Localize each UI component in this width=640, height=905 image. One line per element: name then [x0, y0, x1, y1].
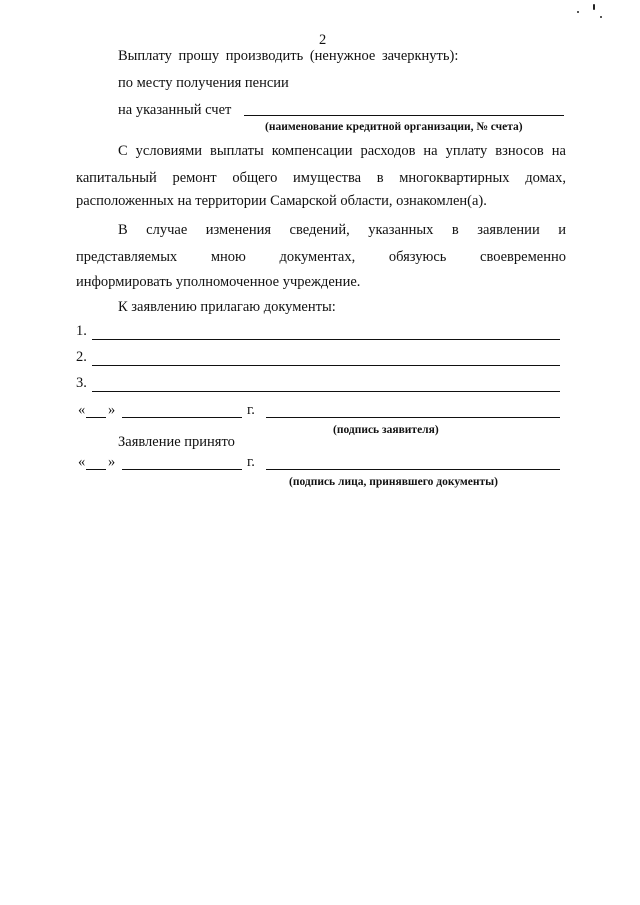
- applicant-quote-close: »: [108, 402, 116, 418]
- account-field-hint: (наименование кредитной организации, № счета): [265, 121, 523, 133]
- conditions-word: домах,: [525, 170, 566, 186]
- changes-word: случае: [146, 222, 188, 238]
- account-field-line[interactable]: [244, 115, 564, 116]
- conditions-word: взносов: [495, 143, 544, 159]
- conditions-word: расходов: [360, 143, 416, 159]
- applicant-month-line[interactable]: [122, 417, 242, 418]
- changes-word: указанных: [368, 222, 434, 238]
- applicant-signature-hint: (подпись заявителя): [333, 424, 439, 436]
- changes-word: мною: [210, 249, 246, 265]
- accepted-day-line[interactable]: [86, 469, 106, 470]
- attachment-number-3: 3.: [76, 375, 87, 391]
- attachments-heading: К заявлению прилагаю документы:: [118, 299, 336, 315]
- changes-word: своевременно: [480, 249, 566, 265]
- conditions-word: общего: [232, 170, 278, 186]
- payment-option-pension: по месту получения пенсии: [118, 75, 289, 91]
- attachment-line-3[interactable]: [92, 391, 560, 392]
- applicant-signature-line[interactable]: [266, 417, 560, 418]
- attachment-line-2[interactable]: [92, 365, 560, 366]
- accepted-quote-open: «: [78, 454, 86, 470]
- changes-word: документах,: [279, 249, 356, 265]
- conditions-line-3: расположенных на территории Самарской области, ознакомлен(а).: [76, 193, 487, 209]
- changes-line-1: [118, 221, 566, 239]
- accepted-signature-line[interactable]: [266, 469, 560, 470]
- conditions-word: выплаты: [210, 143, 264, 159]
- conditions-word: капитальный: [76, 170, 157, 186]
- applicant-quote-open: «: [78, 402, 86, 418]
- conditions-word: на: [551, 143, 566, 159]
- changes-word: заявлении: [477, 222, 540, 238]
- accepted-signature-hint: (подпись лица, принявшего документы): [289, 476, 498, 488]
- conditions-word: ремонт: [172, 170, 217, 186]
- changes-word: В: [118, 222, 128, 238]
- conditions-word: компенсации: [271, 143, 353, 159]
- conditions-word: на: [423, 143, 438, 159]
- attachment-number-2: 2.: [76, 349, 87, 365]
- conditions-word: имущества: [293, 170, 362, 186]
- changes-word: и: [558, 222, 566, 238]
- conditions-word: в: [376, 170, 384, 186]
- payment-intro: Выплату прошу производить (ненужное зачеркнуть):: [118, 48, 459, 64]
- page-number: 2: [319, 32, 327, 48]
- scan-speck: [577, 11, 579, 13]
- accepted-label: Заявление принято: [118, 434, 235, 450]
- changes-line-3: информировать уполномоченное учреждение.: [76, 274, 361, 290]
- applicant-year-suffix: г.: [247, 402, 255, 418]
- changes-word: в: [451, 222, 459, 238]
- conditions-word: уплату: [445, 143, 488, 159]
- changes-word: сведений,: [289, 222, 350, 238]
- accepted-month-line[interactable]: [122, 469, 242, 470]
- attachment-number-1: 1.: [76, 323, 87, 339]
- accepted-quote-close: »: [108, 454, 116, 470]
- accepted-year-suffix: г.: [247, 454, 255, 470]
- conditions-word: многоквартирных: [399, 170, 510, 186]
- changes-word: представляемых: [76, 249, 178, 265]
- changes-line-2: [76, 248, 566, 266]
- conditions-line-1: [118, 142, 566, 160]
- conditions-word: С: [118, 143, 128, 159]
- changes-word: изменения: [205, 222, 272, 238]
- changes-word: обязуюсь: [388, 249, 447, 265]
- scan-speck: [600, 16, 602, 18]
- applicant-day-line[interactable]: [86, 417, 106, 418]
- attachment-line-1[interactable]: [92, 339, 560, 340]
- conditions-word: условиями: [135, 143, 203, 159]
- payment-option-account: на указанный счет: [118, 102, 232, 118]
- conditions-line-2: [76, 169, 566, 187]
- scan-speck: [593, 4, 595, 10]
